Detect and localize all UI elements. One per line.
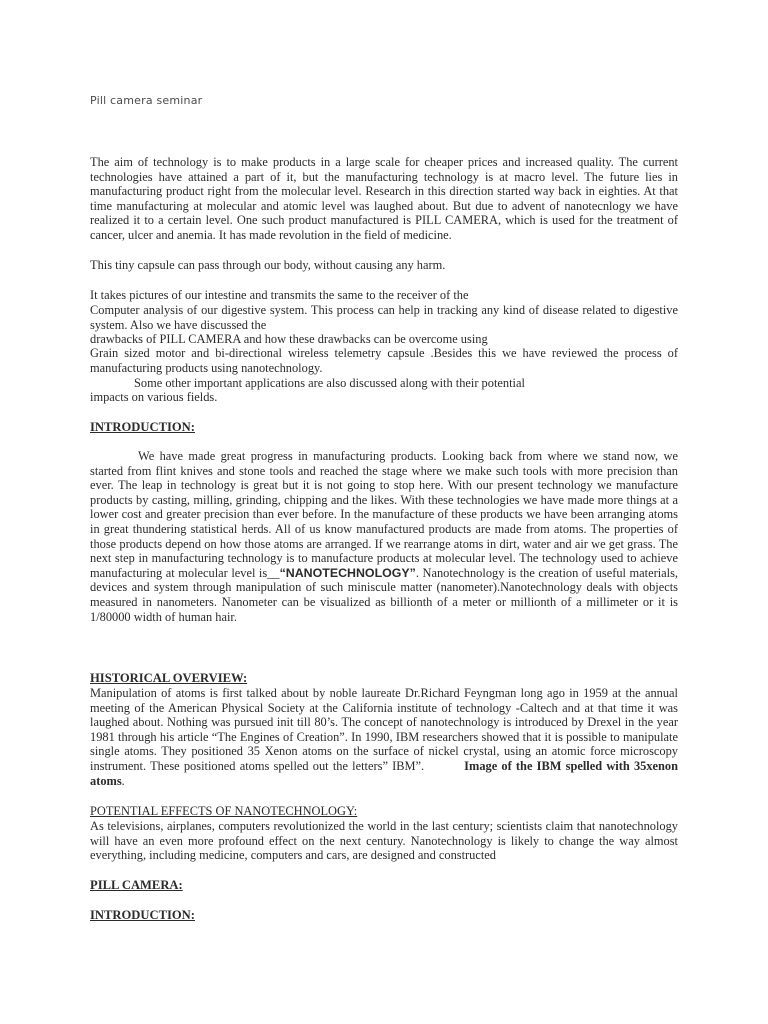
abstract-line-2: Computer analysis of our digestive system. This process can help in tracking any kind of disease related to digestive system. Also we have discussed the xyxy=(90,303,678,332)
abstract-line-5: Some other important applications are also discussed along with their potential xyxy=(134,376,525,390)
historical-overview-paragraph xyxy=(90,686,678,788)
pill-camera-introduction-heading: INTRODUCTION: xyxy=(90,908,195,922)
historical-overview-heading: HISTORICAL OVERVIEW: xyxy=(90,671,248,685)
abstract-line-3: drawbacks of PILL CAMERA and how these drawbacks can be overcome using xyxy=(90,332,488,346)
introduction-paragraph xyxy=(90,449,678,624)
introduction-blank: __ xyxy=(267,565,280,580)
introduction-text-post: . Nanotechnology is the creation of useful materials, devices and system through manipulation of such miniscule matter (nanometer).Nanotechnology deals with objects measured in nanometers. Nanometer can be visualized as billionth of a meter or millionth of a millimeter or it is 1/80000 width of human hair. xyxy=(90,565,678,624)
page-header-title: Pill camera seminar xyxy=(90,94,203,107)
ibm-image-caption-end: . xyxy=(121,773,125,788)
introduction-heading: INTRODUCTION: xyxy=(90,420,195,434)
pill-camera-heading: PILL CAMERA: xyxy=(90,878,183,892)
abstract-paragraph-2: This tiny capsule can pass through our body, without causing any harm. xyxy=(90,258,446,272)
ibm-image-caption: Image of the IBM spelled with 35xenon atoms xyxy=(90,758,679,788)
nanotechnology-term: “NANOTECHNOLOGY” xyxy=(279,565,416,580)
historical-overview-text: Manipulation of atoms is first talked about by noble laureate Dr.Richard Feyngman long ago in 1959 at the annual meeting of the American Physical Society at the California institute of technology -Caltech and at that time it was laughed about. Nothing was pursued init till 80’s. The concept of nanotechnology is introduced by Drexel in the year 1981 through his article “The Engines of Creation”. In 1990, IBM researchers showed that it is possible to manipulate single atoms. They positioned 35 Xenon atoms on the surface of nickel crystal, using an atomic force microscopy instrument. These positioned atoms spelled out the letters” IBM”. xyxy=(90,686,678,773)
potential-effects-paragraph: As televisions, airplanes, computers revolutionized the world in the last century; scientists claim that nanotechnology will have an even more profound effect on the next century. Nanotechnology is likely to change the way almost everything, including medicine, computers and cars, are designed and constructed xyxy=(90,819,678,863)
potential-effects-heading: POTENTIAL EFFECTS OF NANOTECHNOLOGY: xyxy=(90,804,358,818)
introduction-text-pre: We have made great progress in manufacturing products. Looking back from where we stand now, we started from flint knives and stone tools and reached the stage where we make such tools with more precision than ever. The leap in technology is great but it is not going to stop here. With our present technology we manufacture products by casting, milling, grinding, chipping and the likes. With these technologies we have made more things at a lower cost and greater precision than ever before. In the manufacture of these products we have been arranging atoms in great thundering statistical herds. All of us know manufactured products are made from atoms. The properties of those products depend on how those atoms are arranged. If we rearrange atoms in dirt, water and air we get grass. The next step in manufacturing technology is to manufacture products at molecular level. The technology used to achieve manufacturing at molecular level is xyxy=(90,449,678,580)
abstract-line-4: Grain sized motor and bi-directional wireless telemetry capsule .Besides this we have reviewed the process of manufacturing products using nanotechnology. xyxy=(90,346,678,375)
abstract-line-1: It takes pictures of our intestine and transmits the same to the receiver of the xyxy=(90,288,469,302)
abstract-paragraph-1: The aim of technology is to make products in a large scale for cheaper prices and increased quality. The current technologies have attained a part of it, but the manufacturing technology is at macro level. The future lies in manufacturing product right from the molecular level. Research in this direction started way back in eighties. At that time manufacturing at molecular and atomic level was laughed about. But due to advent of nanotecnlogy we have realized it to a certain level. One such product manufactured is PILL CAMERA, which is used for the treatment of cancer, ulcer and anemia. It has made revolution in the field of medicine. xyxy=(90,155,678,242)
abstract-line-6: impacts on various fields. xyxy=(90,390,218,404)
